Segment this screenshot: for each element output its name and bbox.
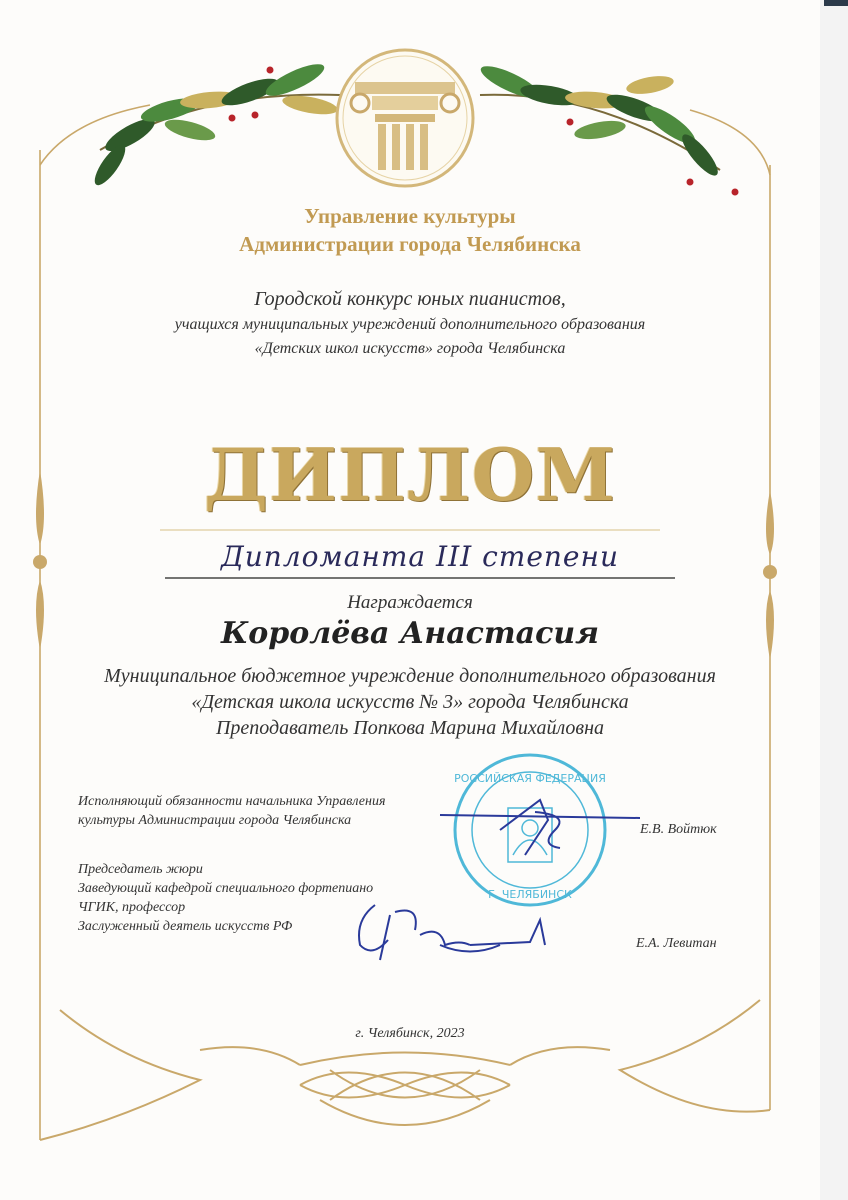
degree-handwritten: Дипломанта III степени: [221, 540, 619, 573]
bottom-flourish-icon: [40, 1000, 770, 1140]
institution-line-2: «Детская школа искусств № 3» города Челябинска: [191, 691, 629, 713]
contest-schools: «Детских школ искусств» города Челябинска: [254, 340, 566, 357]
signatory-1-line-1: Исполняющий обязанности начальника Управления: [78, 794, 386, 809]
signature-levitan: [359, 905, 545, 960]
svg-text:РОССИЙСКАЯ ФЕДЕРАЦИЯ: РОССИЙСКАЯ ФЕДЕРАЦИЯ: [454, 772, 606, 785]
signatory-2-line-2: Заведующий кафедрой специального фортепиано: [78, 881, 374, 896]
signatory-1-line-2: культуры Администрации города Челябинска: [78, 813, 352, 828]
signatory-2-line-3: ЧГИК, профессор: [78, 900, 186, 915]
signatory-2-title: [78, 860, 373, 936]
signatory-1-name: Е.В. Войтюк: [640, 822, 717, 837]
institution-line-1: Муниципальное бюджетное учреждение дополнительного образования: [104, 665, 716, 687]
recipient-name: Королёва Анастасия: [220, 616, 600, 651]
signatory-2-name: Е.А. Левитан: [636, 936, 717, 951]
contest-title: Городской конкурс юных пианистов,: [254, 288, 566, 310]
diploma-title: ДИПЛОМ: [203, 432, 617, 517]
laurel-right: [477, 60, 738, 195]
awarded-label: Награждается: [347, 592, 473, 613]
contest-subtitle: учащихся муниципальных учреждений дополнительного образования: [174, 316, 646, 333]
column-emblem-icon: [337, 50, 473, 186]
official-stamp: [454, 755, 606, 905]
place-year: г. Челябинск, 2023: [355, 1026, 465, 1041]
laurel-left: [90, 58, 340, 189]
organization-line-1: Управление культуры: [304, 204, 516, 228]
svg-text:Г. ЧЕЛЯБИНСК: Г. ЧЕЛЯБИНСК: [488, 888, 572, 901]
signatory-2-line-1: Председатель жюри: [78, 862, 203, 877]
signatory-2-line-4: Заслуженный деятель искусств РФ: [78, 919, 293, 934]
organization-line-2: Администрации города Челябинска: [239, 232, 581, 256]
signatory-1-title: [78, 792, 385, 830]
teacher-line: Преподаватель Попкова Марина Михайловна: [215, 717, 605, 739]
